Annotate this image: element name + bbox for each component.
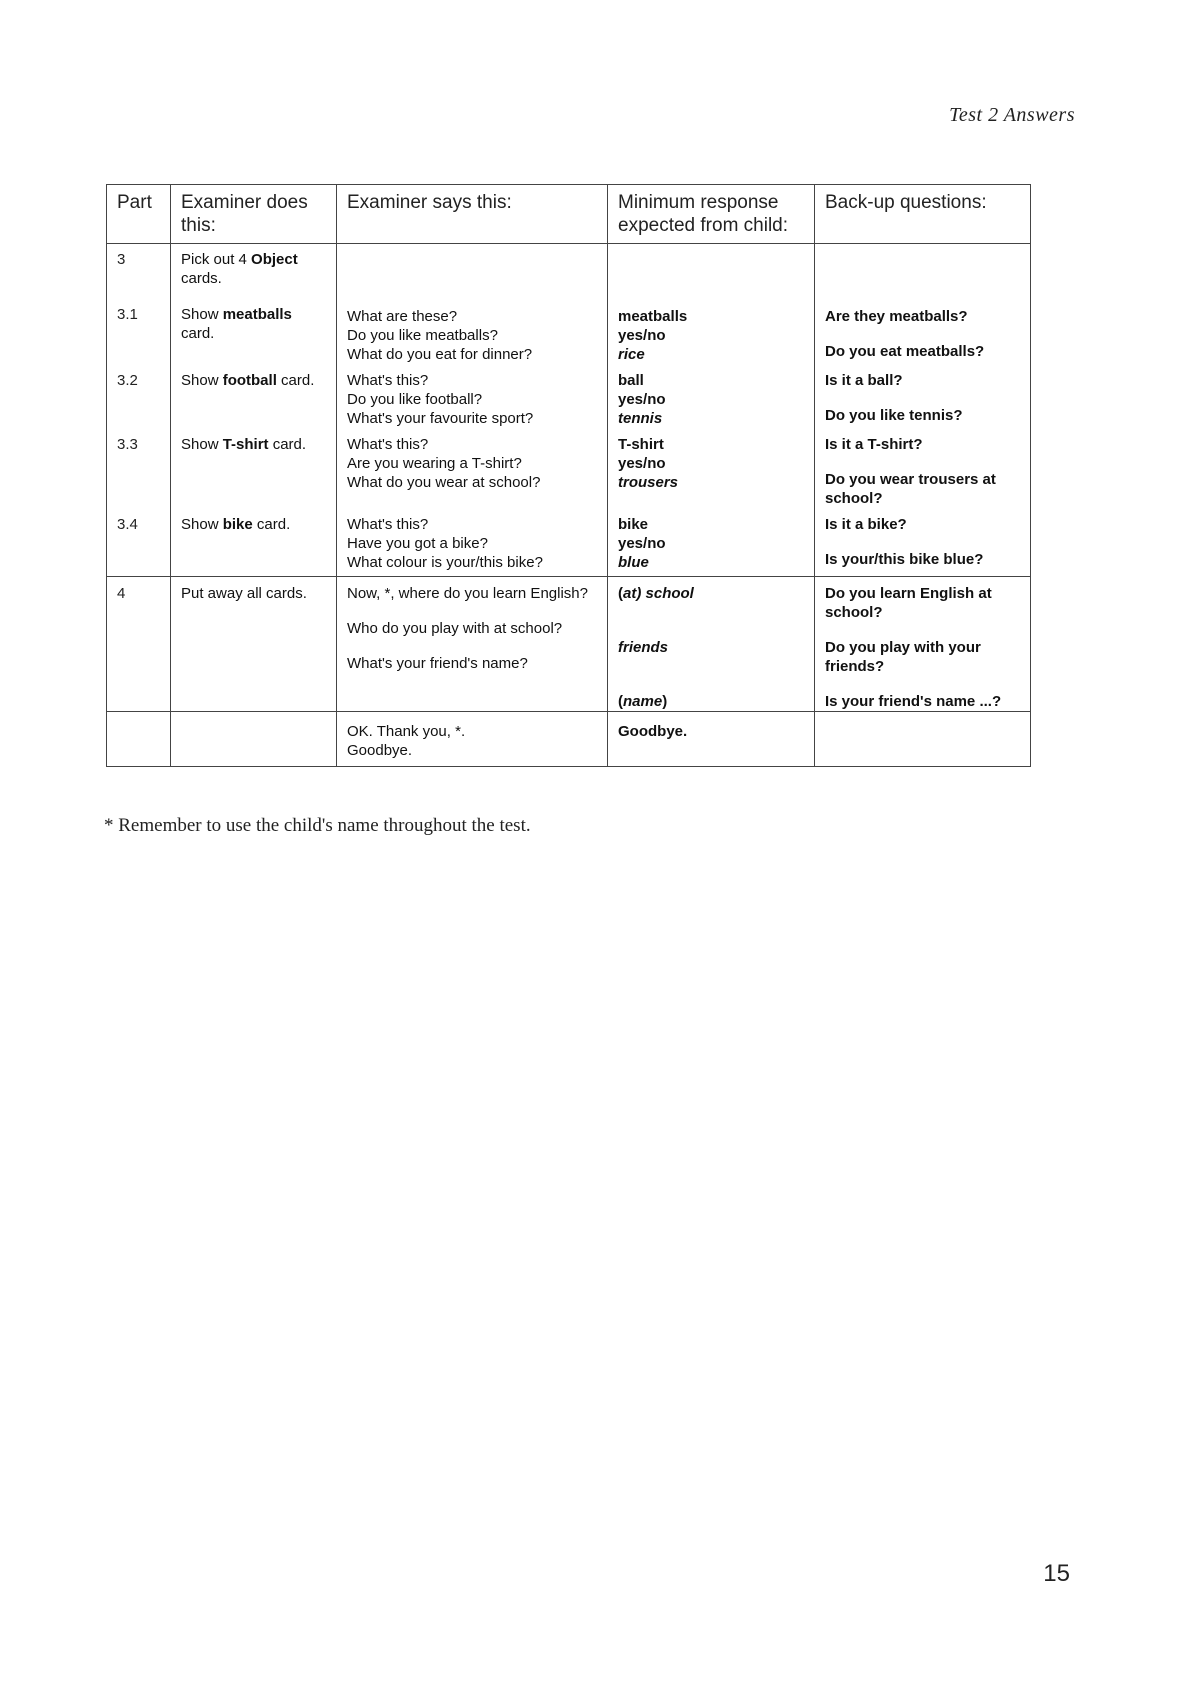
page-number: 15 <box>1043 1560 1070 1587</box>
backup-question: Do you play with your friends? <box>825 639 981 675</box>
part-number: 4 <box>107 577 171 712</box>
does-bold-text: football <box>222 372 277 389</box>
examiner-says-cell <box>337 364 608 428</box>
part-number: 3.3 <box>107 428 171 508</box>
response-line <box>618 584 804 603</box>
backup-question: Do you wear trousers at school? <box>825 471 996 507</box>
table-row <box>107 298 1031 364</box>
backup-question: Is your friend's name ...? <box>825 693 1002 710</box>
does-text: cards. <box>181 270 222 287</box>
does-text: Show <box>181 436 223 453</box>
examiner-does-cell <box>171 428 337 508</box>
response-line: yes/no <box>618 391 666 408</box>
does-text: card. <box>252 516 291 533</box>
examiner-does-cell <box>171 712 337 767</box>
table-header-row <box>107 185 1031 244</box>
does-text: Show <box>181 516 223 533</box>
does-text: card. <box>276 372 315 389</box>
backup-question: Is it a T-shirt? <box>825 436 923 453</box>
running-title: Test 2 Answers <box>949 104 1075 126</box>
response-fragment: ( <box>618 693 623 710</box>
table-row <box>107 364 1031 428</box>
part-number: 3.2 <box>107 364 171 428</box>
answers-table <box>106 184 1031 767</box>
part-number: 3 <box>107 244 171 299</box>
column-header-part: Part <box>107 185 171 244</box>
backup-question: Is it a bike? <box>825 516 907 533</box>
examiner-does-cell <box>171 298 337 364</box>
backup-cell <box>815 712 1031 767</box>
part-number: 3.4 <box>107 508 171 577</box>
response-fragment: friends <box>618 639 669 656</box>
backup-question: Is your/this bike blue? <box>825 551 984 568</box>
does-text: Show <box>181 306 223 323</box>
examiner-line: OK. Thank you, *. <box>347 723 466 740</box>
examiner-line: What do you eat for dinner? <box>347 346 533 363</box>
does-text: Pick out 4 <box>181 251 252 268</box>
examiner-line: What's your favourite sport? <box>347 410 534 427</box>
examiner-line: Do you like football? <box>347 391 483 408</box>
table-row <box>107 428 1031 508</box>
response-cell <box>608 508 815 577</box>
examiner-line: Now, *, where do you learn English? <box>347 585 588 602</box>
response-line: Goodbye. <box>618 723 688 740</box>
response-cell <box>608 712 815 767</box>
does-text: Show <box>181 372 223 389</box>
response-cell <box>608 244 815 299</box>
response-fragment: name <box>623 693 663 710</box>
examiner-line: Have you got a bike? <box>347 535 488 552</box>
examiner-line: Who do you play with at school? <box>347 620 563 637</box>
backup-question: Are they meatballs? <box>825 308 968 325</box>
examiner-does-cell <box>171 364 337 428</box>
backup-question: Do you eat meatballs? <box>825 343 985 360</box>
examiner-line: What's this? <box>347 436 429 453</box>
response-line: blue <box>618 554 649 571</box>
response-line: meatballs <box>618 308 688 325</box>
backup-cell <box>815 428 1031 508</box>
column-header-minimum-response: Minimum response expected from child: <box>608 185 815 244</box>
examiner-line: What colour is your/this bike? <box>347 554 543 571</box>
backup-cell <box>815 244 1031 299</box>
table-row <box>107 712 1031 767</box>
does-text: card. <box>181 325 215 342</box>
column-header-examiner-says: Examiner says this: <box>337 185 608 244</box>
examiner-does-cell <box>171 244 337 299</box>
part-number <box>107 712 171 767</box>
response-line: ball <box>618 372 644 389</box>
response-cell <box>608 577 815 712</box>
does-bold-text: bike <box>222 516 253 533</box>
footnote: * Remember to use the child's name throughout the test. <box>104 815 531 836</box>
examiner-line: Are you wearing a T-shirt? <box>347 455 522 472</box>
examiner-does-cell <box>171 508 337 577</box>
backup-cell <box>815 364 1031 428</box>
examiner-says-cell <box>337 298 608 364</box>
backup-cell <box>815 577 1031 712</box>
part-number: 3.1 <box>107 298 171 364</box>
does-text: card. <box>268 436 307 453</box>
examiner-says-cell <box>337 244 608 299</box>
backup-question: Is it a ball? <box>825 372 903 389</box>
response-cell <box>608 364 815 428</box>
examiner-says-cell <box>337 428 608 508</box>
response-fragment: ( <box>618 585 623 602</box>
backup-question: Do you learn English at school? <box>825 585 992 621</box>
response-line: yes/no <box>618 327 666 344</box>
backup-question: Do you like tennis? <box>825 407 963 424</box>
does-bold-text: Object <box>251 251 298 268</box>
examiner-line: What are these? <box>347 308 458 325</box>
examiner-says-cell <box>337 712 608 767</box>
examiner-line: What do you wear at school? <box>347 474 541 491</box>
response-line: bike <box>618 516 649 533</box>
response-line: tennis <box>618 410 663 427</box>
does-bold-text: meatballs <box>222 306 292 323</box>
examiner-says-cell <box>337 577 608 712</box>
examiner-line: What's your friend's name? <box>347 655 528 672</box>
examiner-line: Goodbye. <box>347 742 413 759</box>
examiner-does-cell: Put away all cards. <box>171 577 337 712</box>
examiner-line: Do you like meatballs? <box>347 327 498 344</box>
response-line: yes/no <box>618 535 666 552</box>
response-cell <box>608 298 815 364</box>
backup-cell <box>815 508 1031 577</box>
table-row <box>107 577 1031 712</box>
response-cell <box>608 428 815 508</box>
examiner-line: What's this? <box>347 516 429 533</box>
response-fragment: ) <box>662 693 668 710</box>
response-fragment: ) school <box>636 585 694 602</box>
examiner-says-cell <box>337 508 608 577</box>
response-line: rice <box>618 346 645 363</box>
response-line: yes/no <box>618 455 666 472</box>
response-line <box>618 638 804 657</box>
table-row <box>107 508 1031 577</box>
response-line: T-shirt <box>618 436 664 453</box>
column-header-backup-questions: Back-up questions: <box>815 185 1031 244</box>
response-line: trousers <box>618 474 679 491</box>
response-line <box>618 692 804 711</box>
response-fragment: at <box>623 585 637 602</box>
backup-cell <box>815 298 1031 364</box>
does-bold-text: T-shirt <box>222 436 269 453</box>
column-header-examiner-does: Examiner does this: <box>171 185 337 244</box>
examiner-line: What's this? <box>347 372 429 389</box>
table-row <box>107 244 1031 299</box>
